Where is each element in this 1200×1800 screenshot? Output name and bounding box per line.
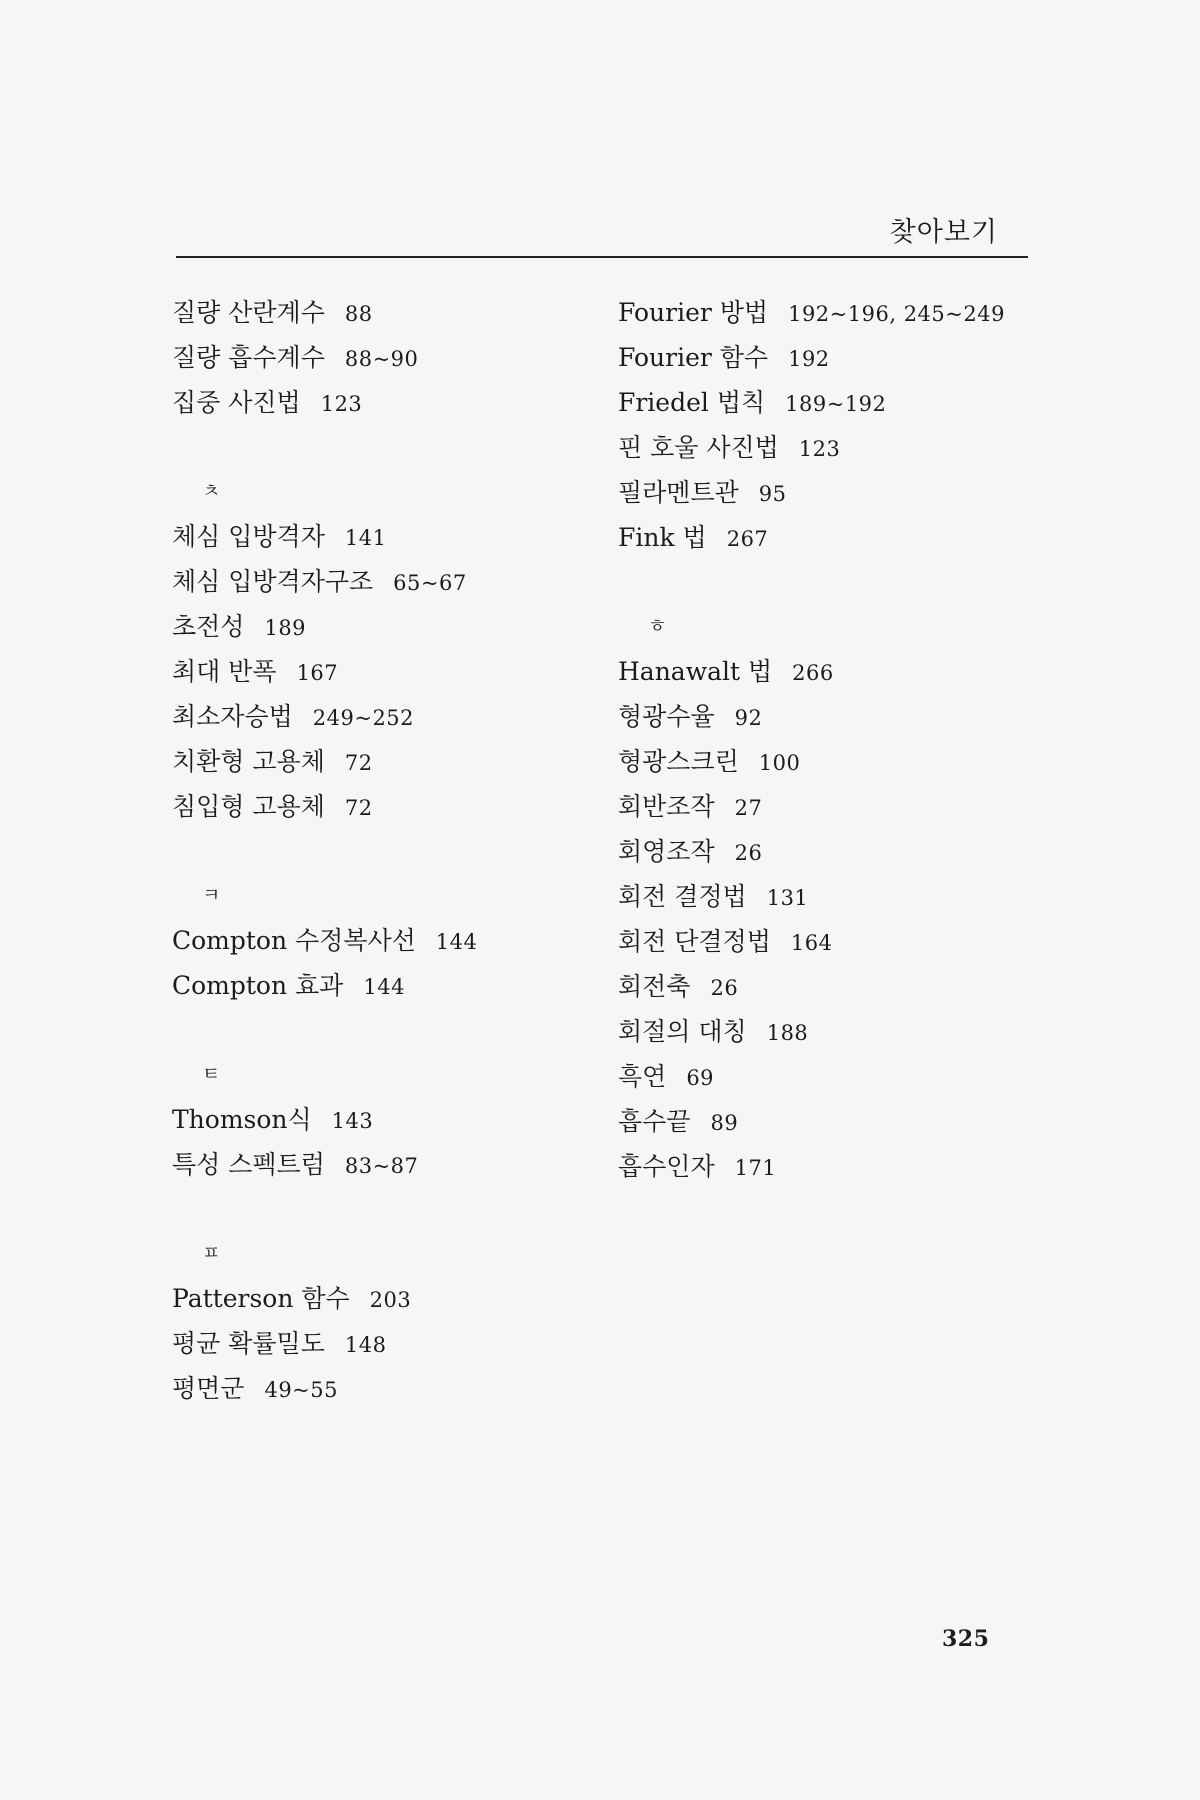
index-page-ref: 123 [798,437,841,461]
index-column-left [172,290,592,1411]
index-entry [618,739,1038,784]
index-term: 치환형 고용체 [172,747,325,776]
index-entry [618,874,1038,919]
index-entry [618,515,1038,560]
index-entry [172,559,592,604]
index-page-ref: 72 [344,796,373,820]
index-entry [172,1097,592,1142]
group-spacer [618,560,1038,604]
index-page-ref: 131 [766,886,809,910]
index-page-ref: 164 [790,931,833,955]
index-term: 형광스크린 [618,747,739,776]
index-page-ref: 69 [686,1066,715,1090]
index-page-ref: 65~67 [393,571,467,595]
running-header [176,208,1028,258]
index-entry [618,784,1038,829]
index-term: 최소자승법 [172,702,293,731]
index-term: 회전 단결정법 [618,927,771,956]
index-entry [618,470,1038,515]
index-page-ref: 26 [734,841,763,865]
index-entry [618,1054,1038,1099]
index-term: Fourier 방법 [618,298,769,327]
index-page-ref: 100 [758,751,801,775]
index-term: Fourier 함수 [618,343,769,372]
index-page-ref: 72 [344,751,373,775]
index-entry [618,694,1038,739]
index-term: 최대 반폭 [172,657,277,686]
index-group-heading: ㅎ [648,615,667,637]
index-page-ref: 88~90 [344,347,419,371]
group-spacer [172,425,592,469]
index-term: 흑연 [618,1062,667,1091]
index-page-ref: 189~192 [785,392,887,416]
index-entry [172,335,592,380]
index-term: 회영조작 [618,837,715,866]
index-column-right [618,290,1038,1189]
group-spacer [172,829,592,873]
index-entry [172,784,592,829]
index-page-ref: 148 [344,1333,387,1357]
index-page-ref: 167 [296,661,339,685]
index-entry [618,380,1038,425]
index-entry [618,1144,1038,1189]
index-term: 회전축 [618,972,691,1001]
index-term: Fink 법 [618,523,707,552]
index-page-ref: 144 [363,975,405,999]
index-entry [172,918,592,963]
index-entry [172,649,592,694]
index-entry [618,335,1038,380]
index-entry [172,963,592,1008]
index-entry [172,514,592,559]
index-page-ref: 88 [344,302,373,326]
index-page-ref: 192 [788,347,830,371]
index-page-ref: 144 [435,930,478,954]
index-page-ref: 27 [734,796,763,820]
index-page-ref: 249~252 [312,706,415,730]
index-page-ref: 95 [758,482,787,506]
index-term: Compton 수정복사선 [172,926,416,955]
index-term: 체심 입방격자 [172,522,325,551]
index-page-ref: 89 [710,1111,739,1135]
index-term: 필라멘트관 [618,478,739,507]
index-page-ref: 141 [344,526,387,550]
index-entry [172,1321,592,1366]
index-page-ref: 49~55 [264,1378,338,1402]
index-term: Hanawalt 법 [618,657,773,686]
index-entry [172,694,592,739]
index-entry [172,739,592,784]
index-term: 특성 스펙트럼 [172,1150,325,1179]
index-entry [618,649,1038,694]
index-term: 흡수인자 [618,1152,715,1181]
index-group-heading: ㅋ [202,884,221,906]
index-entry [618,919,1038,964]
index-page-ref: 92 [734,706,763,730]
index-term: 흡수끝 [618,1107,691,1136]
index-page-ref: 83~87 [344,1154,419,1178]
index-entry [618,1009,1038,1054]
index-term: 회반조작 [618,792,715,821]
index-entry [618,425,1038,470]
group-spacer [172,1187,592,1231]
index-term: 체심 입방격자구조 [172,567,374,596]
index-entry [172,604,592,649]
index-entry [172,290,592,335]
index-page-ref: 203 [369,1288,412,1312]
index-page-ref: 171 [734,1156,777,1180]
index-term: 회전 결정법 [618,882,747,911]
page-number: 325 [942,1626,990,1652]
index-term: 침입형 고용체 [172,792,325,821]
index-entry [618,290,1038,335]
index-term: 질량 산란계수 [172,298,325,327]
index-entry [172,1366,592,1411]
index-term: 회절의 대칭 [618,1017,747,1046]
index-page-ref: 267 [726,527,769,551]
index-page-ref: 266 [792,661,834,685]
index-term: 핀 호울 사진법 [618,433,779,462]
index-term: Thomson식 [172,1105,312,1134]
index-page-ref: 189 [264,616,307,640]
index-term: 질량 흡수계수 [172,343,325,372]
index-entry [618,964,1038,1009]
index-term: Friedel 법칙 [618,388,766,417]
index-term: Compton 효과 [172,971,344,1000]
index-term: 평면군 [172,1374,245,1403]
index-page-ref: 123 [320,392,363,416]
index-page-ref: 192~196, 245~249 [788,302,1005,326]
index-entry [172,1142,592,1187]
index-page-ref: 26 [710,976,739,1000]
index-entry [172,380,592,425]
index-entry [618,1099,1038,1144]
index-entry [618,829,1038,874]
index-page-ref: 143 [331,1109,374,1133]
group-spacer [172,1008,592,1052]
index-term: 집중 사진법 [172,388,301,417]
index-group-heading: ㅌ [202,1063,221,1085]
index-group-heading: ㅊ [202,480,221,502]
index-group-heading: ㅍ [202,1242,221,1264]
index-term: Patterson 함수 [172,1284,350,1313]
index-entry [172,1276,592,1321]
index-term: 평균 확률밀도 [172,1329,325,1358]
index-term: 형광수율 [618,702,715,731]
header-title: 찾아보기 [889,217,998,248]
index-term: 초전성 [172,612,245,641]
index-page-ref: 188 [766,1021,809,1045]
